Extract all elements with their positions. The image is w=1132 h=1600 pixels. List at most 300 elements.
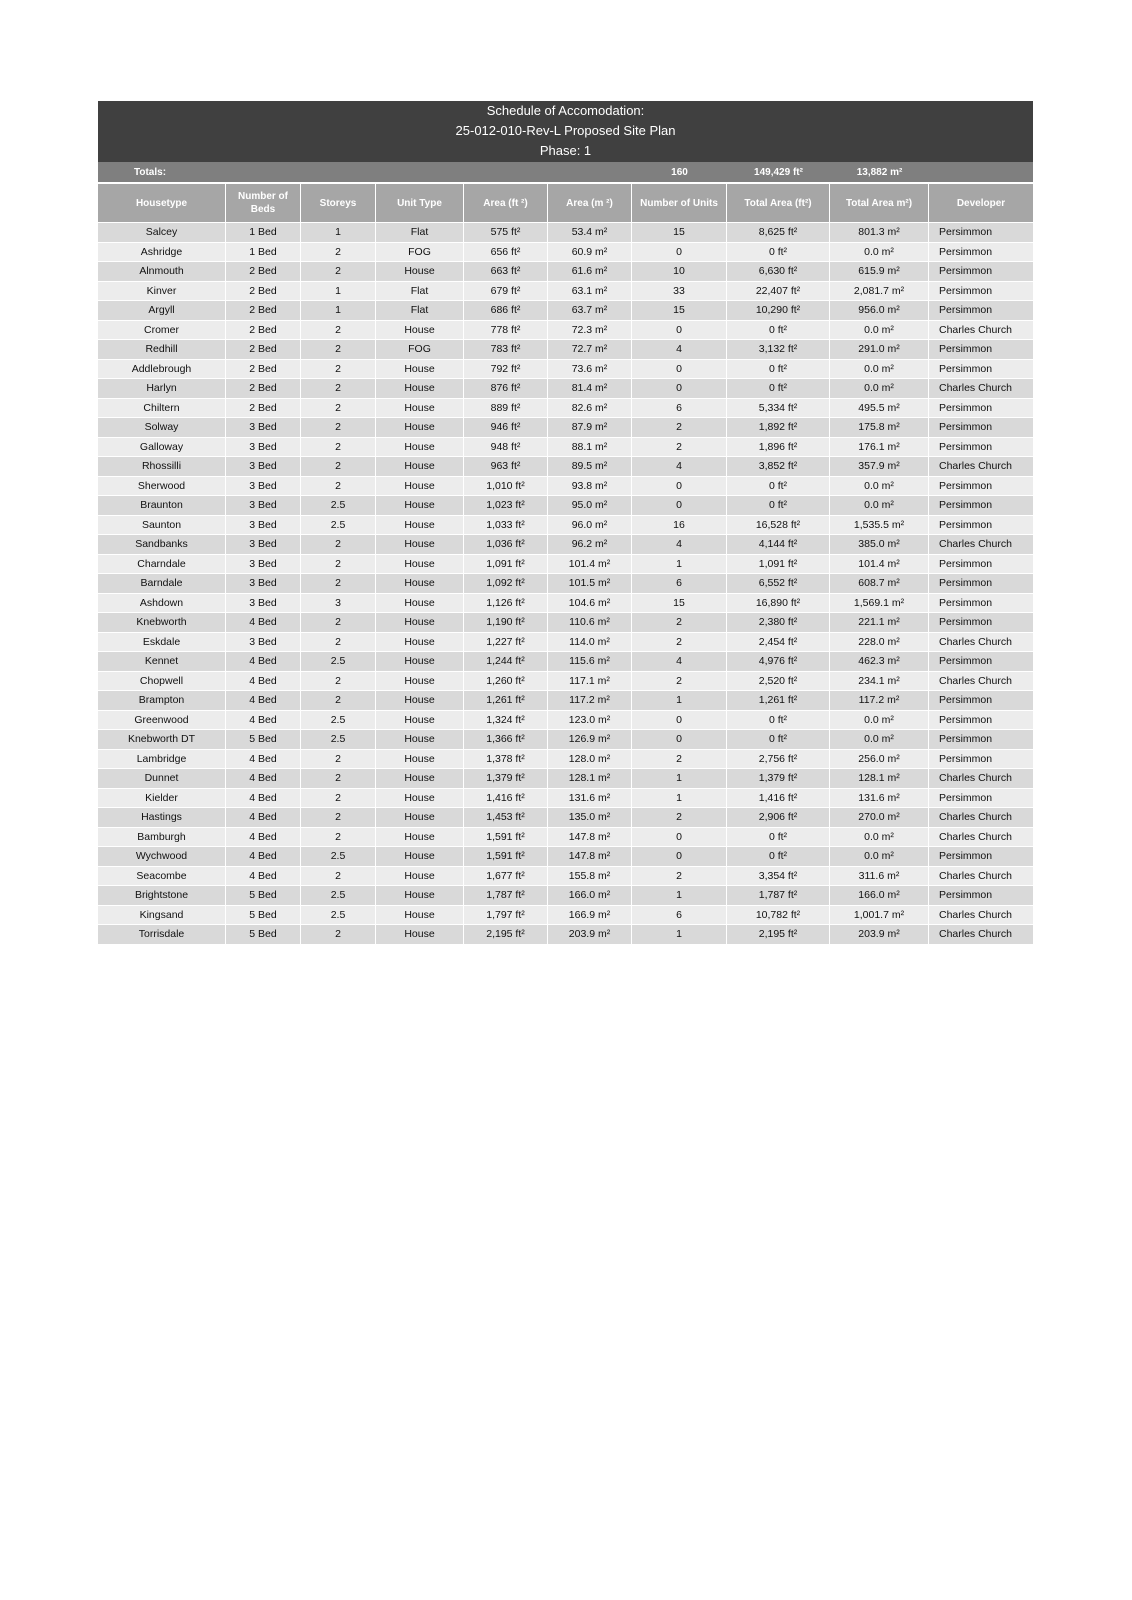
cell-area-ft: 1,324 ft²: [464, 711, 548, 730]
cell-area-m: 72.7 m²: [548, 340, 632, 359]
table-row: [98, 300, 1033, 320]
title-line-1: Schedule of Accomodation:: [486, 103, 645, 118]
cell-beds: 2 Bed: [226, 321, 301, 340]
cell-total-area-ft: 22,407 ft²: [727, 282, 830, 301]
cell-developer: Persimmon: [939, 694, 993, 707]
cell-unit-type: House: [376, 360, 464, 379]
table-row: [98, 339, 1033, 359]
cell-unit-type: House: [376, 477, 464, 496]
cell-area-ft: 663 ft²: [464, 262, 548, 281]
cell-units: 0: [632, 477, 727, 496]
cell-storeys: 2: [301, 828, 376, 847]
cell-storeys: 2.5: [301, 496, 376, 515]
cell-total-area-m: 0.0 m²: [830, 828, 929, 847]
cell-unit-type: House: [376, 574, 464, 593]
cell-housetype: Alnmouth: [98, 262, 226, 281]
cell-area-ft: 1,126 ft²: [464, 594, 548, 613]
cell-developer: Charles Church: [939, 869, 1012, 882]
cell-storeys: 2.5: [301, 906, 376, 925]
table-row: [98, 710, 1033, 730]
cell-area-m: 96.2 m²: [548, 535, 632, 554]
cell-total-area-ft: 6,552 ft²: [727, 574, 830, 593]
cell-units: 2: [632, 438, 727, 457]
cell-units: 16: [632, 516, 727, 535]
col-header-total-area-m: Total Area m²): [830, 184, 929, 222]
cell-area-ft: 946 ft²: [464, 418, 548, 437]
cell-unit-type: House: [376, 652, 464, 671]
cell-housetype: Seacombe: [98, 867, 226, 886]
cell-total-area-ft: 2,454 ft²: [727, 633, 830, 652]
cell-housetype: Ashridge: [98, 243, 226, 262]
cell-area-m: 126.9 m²: [548, 730, 632, 749]
cell-beds: 3 Bed: [226, 438, 301, 457]
cell-housetype: Saunton: [98, 516, 226, 535]
cell-housetype: Torrisdale: [98, 925, 226, 944]
cell-housetype: Knebworth DT: [98, 730, 226, 749]
cell-total-area-ft: 2,520 ft²: [727, 672, 830, 691]
cell-unit-type: House: [376, 828, 464, 847]
cell-unit-type: House: [376, 438, 464, 457]
cell-units: 4: [632, 457, 727, 476]
cell-storeys: 2.5: [301, 886, 376, 905]
totals-area-ft: 149,429 ft²: [754, 166, 803, 178]
cell-developer: Persimmon: [939, 245, 993, 258]
col-header-area-ft: Area (ft ²): [464, 184, 548, 222]
cell-area-m: 110.6 m²: [548, 613, 632, 632]
cell-units: 4: [632, 652, 727, 671]
cell-total-area-ft: 2,380 ft²: [727, 613, 830, 632]
cell-unit-type: House: [376, 613, 464, 632]
cell-units: 1: [632, 691, 727, 710]
cell-total-area-ft: 0 ft²: [727, 243, 830, 262]
cell-storeys: 2: [301, 438, 376, 457]
cell-housetype: Dunnet: [98, 769, 226, 788]
cell-area-m: 82.6 m²: [548, 399, 632, 418]
cell-total-area-m: 203.9 m²: [830, 925, 929, 944]
cell-storeys: 2.5: [301, 711, 376, 730]
table-row: [98, 768, 1033, 788]
cell-units: 1: [632, 555, 727, 574]
cell-storeys: 2: [301, 418, 376, 437]
cell-unit-type: House: [376, 691, 464, 710]
cell-area-ft: 1,091 ft²: [464, 555, 548, 574]
cell-total-area-m: 1,001.7 m²: [830, 906, 929, 925]
col-header-units: Number of Units: [632, 184, 727, 222]
cell-storeys: 2: [301, 925, 376, 944]
cell-units: 0: [632, 360, 727, 379]
cell-units: 2: [632, 808, 727, 827]
cell-unit-type: House: [376, 672, 464, 691]
col-header-beds: Number of Beds: [226, 184, 301, 222]
cell-developer: Charles Church: [939, 460, 1012, 473]
table-row: [98, 222, 1033, 242]
cell-area-ft: 1,366 ft²: [464, 730, 548, 749]
cell-total-area-m: 0.0 m²: [830, 379, 929, 398]
cell-unit-type: House: [376, 418, 464, 437]
cell-storeys: 2.5: [301, 516, 376, 535]
cell-housetype: Eskdale: [98, 633, 226, 652]
cell-total-area-m: 0.0 m²: [830, 243, 929, 262]
cell-total-area-ft: 0 ft²: [727, 847, 830, 866]
cell-total-area-ft: 5,334 ft²: [727, 399, 830, 418]
cell-total-area-m: 101.4 m²: [830, 555, 929, 574]
cell-developer: Charles Church: [939, 811, 1012, 824]
cell-developer: Charles Church: [939, 323, 1012, 336]
cell-units: 1: [632, 925, 727, 944]
cell-units: 0: [632, 828, 727, 847]
cell-units: 15: [632, 223, 727, 242]
cell-area-m: 155.8 m²: [548, 867, 632, 886]
cell-area-m: 128.1 m²: [548, 769, 632, 788]
cell-housetype: Lambridge: [98, 750, 226, 769]
cell-beds: 3 Bed: [226, 555, 301, 574]
cell-storeys: 2: [301, 750, 376, 769]
cell-area-ft: 783 ft²: [464, 340, 548, 359]
cell-area-ft: 778 ft²: [464, 321, 548, 340]
cell-unit-type: House: [376, 906, 464, 925]
cell-developer: Charles Church: [939, 830, 1012, 843]
cell-developer: Persimmon: [939, 304, 993, 317]
cell-beds: 4 Bed: [226, 613, 301, 632]
cell-storeys: 2: [301, 574, 376, 593]
cell-storeys: 2.5: [301, 730, 376, 749]
cell-area-ft: 575 ft²: [464, 223, 548, 242]
cell-total-area-m: 176.1 m²: [830, 438, 929, 457]
cell-area-ft: 1,036 ft²: [464, 535, 548, 554]
cell-units: 2: [632, 867, 727, 886]
cell-total-area-ft: 1,787 ft²: [727, 886, 830, 905]
cell-units: 0: [632, 321, 727, 340]
cell-developer: Persimmon: [939, 557, 993, 570]
cell-total-area-m: 311.6 m²: [830, 867, 929, 886]
cell-total-area-ft: 2,756 ft²: [727, 750, 830, 769]
cell-storeys: 2: [301, 399, 376, 418]
cell-units: 0: [632, 711, 727, 730]
cell-area-ft: 792 ft²: [464, 360, 548, 379]
cell-area-ft: 1,023 ft²: [464, 496, 548, 515]
cell-unit-type: House: [376, 925, 464, 944]
cell-beds: 4 Bed: [226, 691, 301, 710]
cell-area-ft: 2,195 ft²: [464, 925, 548, 944]
cell-housetype: Kielder: [98, 789, 226, 808]
cell-beds: 4 Bed: [226, 750, 301, 769]
cell-beds: 2 Bed: [226, 340, 301, 359]
table-row: [98, 729, 1033, 749]
cell-housetype: Ashdown: [98, 594, 226, 613]
table-title: [98, 101, 1033, 162]
title-line-2: 25-012-010-Rev-L Proposed Site Plan: [455, 123, 676, 138]
col-header-storeys: Storeys: [301, 184, 376, 222]
cell-unit-type: Flat: [376, 301, 464, 320]
cell-housetype: Barndale: [98, 574, 226, 593]
cell-beds: 5 Bed: [226, 925, 301, 944]
cell-area-ft: 1,092 ft²: [464, 574, 548, 593]
cell-area-ft: 963 ft²: [464, 457, 548, 476]
cell-units: 6: [632, 399, 727, 418]
cell-developer: Persimmon: [939, 577, 993, 590]
cell-developer: Persimmon: [939, 401, 993, 414]
cell-developer: Persimmon: [939, 850, 993, 863]
cell-area-ft: 1,190 ft²: [464, 613, 548, 632]
cell-total-area-ft: 1,892 ft²: [727, 418, 830, 437]
cell-total-area-ft: 0 ft²: [727, 828, 830, 847]
cell-developer: Persimmon: [939, 284, 993, 297]
cell-area-ft: 1,797 ft²: [464, 906, 548, 925]
cell-developer: Persimmon: [939, 518, 993, 531]
cell-housetype: Sherwood: [98, 477, 226, 496]
cell-housetype: Knebworth: [98, 613, 226, 632]
cell-unit-type: FOG: [376, 243, 464, 262]
table-row: [98, 281, 1033, 301]
table-row: [98, 456, 1033, 476]
cell-units: 0: [632, 730, 727, 749]
cell-beds: 5 Bed: [226, 730, 301, 749]
cell-units: 1: [632, 789, 727, 808]
cell-area-m: 135.0 m²: [548, 808, 632, 827]
cell-beds: 4 Bed: [226, 652, 301, 671]
cell-storeys: 2: [301, 691, 376, 710]
header-row: [98, 184, 1033, 222]
cell-beds: 1 Bed: [226, 243, 301, 262]
cell-housetype: Kinver: [98, 282, 226, 301]
cell-area-m: 131.6 m²: [548, 789, 632, 808]
table-row: [98, 476, 1033, 496]
table-row: [98, 554, 1033, 574]
cell-beds: 4 Bed: [226, 808, 301, 827]
table-row: [98, 261, 1033, 281]
cell-beds: 3 Bed: [226, 457, 301, 476]
table-row: [98, 417, 1033, 437]
cell-storeys: 2: [301, 535, 376, 554]
cell-unit-type: House: [376, 516, 464, 535]
cell-units: 2: [632, 750, 727, 769]
cell-developer: Persimmon: [939, 479, 993, 492]
cell-area-m: 147.8 m²: [548, 828, 632, 847]
cell-area-m: 60.9 m²: [548, 243, 632, 262]
cell-total-area-ft: 0 ft²: [727, 730, 830, 749]
cell-total-area-ft: 1,379 ft²: [727, 769, 830, 788]
cell-unit-type: House: [376, 789, 464, 808]
cell-unit-type: House: [376, 750, 464, 769]
table-row: [98, 885, 1033, 905]
cell-housetype: Redhill: [98, 340, 226, 359]
cell-storeys: 2.5: [301, 652, 376, 671]
cell-developer: Charles Church: [939, 635, 1012, 648]
table-row: [98, 827, 1033, 847]
cell-beds: 3 Bed: [226, 496, 301, 515]
cell-area-m: 203.9 m²: [548, 925, 632, 944]
table-row: [98, 866, 1033, 886]
cell-beds: 2 Bed: [226, 301, 301, 320]
cell-area-m: 88.1 m²: [548, 438, 632, 457]
cell-unit-type: House: [376, 496, 464, 515]
cell-developer: Persimmon: [939, 440, 993, 453]
cell-housetype: Chiltern: [98, 399, 226, 418]
cell-area-m: 72.3 m²: [548, 321, 632, 340]
cell-area-m: 96.0 m²: [548, 516, 632, 535]
cell-unit-type: House: [376, 457, 464, 476]
table-row: [98, 905, 1033, 925]
cell-developer: Persimmon: [939, 713, 993, 726]
cell-developer: Charles Church: [939, 382, 1012, 395]
cell-beds: 2 Bed: [226, 360, 301, 379]
cell-area-m: 53.4 m²: [548, 223, 632, 242]
table-body: [98, 222, 1033, 944]
table-row: [98, 573, 1033, 593]
cell-units: 2: [632, 633, 727, 652]
cell-developer: Persimmon: [939, 596, 993, 609]
cell-housetype: Sandbanks: [98, 535, 226, 554]
cell-storeys: 1: [301, 301, 376, 320]
totals-units: 160: [671, 166, 688, 178]
cell-total-area-m: 117.2 m²: [830, 691, 929, 710]
cell-storeys: 2: [301, 769, 376, 788]
cell-units: 0: [632, 243, 727, 262]
cell-beds: 2 Bed: [226, 379, 301, 398]
cell-area-m: 89.5 m²: [548, 457, 632, 476]
cell-unit-type: House: [376, 262, 464, 281]
cell-beds: 3 Bed: [226, 535, 301, 554]
cell-area-ft: 1,378 ft²: [464, 750, 548, 769]
cell-unit-type: House: [376, 867, 464, 886]
cell-total-area-m: 1,569.1 m²: [830, 594, 929, 613]
cell-area-ft: 948 ft²: [464, 438, 548, 457]
cell-total-area-ft: 1,091 ft²: [727, 555, 830, 574]
table-row: [98, 320, 1033, 340]
cell-area-m: 117.2 m²: [548, 691, 632, 710]
table-row: [98, 495, 1033, 515]
table-row: [98, 846, 1033, 866]
cell-unit-type: Flat: [376, 223, 464, 242]
cell-area-m: 114.0 m²: [548, 633, 632, 652]
cell-developer: Persimmon: [939, 499, 993, 512]
cell-unit-type: House: [376, 711, 464, 730]
cell-storeys: 2: [301, 633, 376, 652]
cell-unit-type: House: [376, 555, 464, 574]
col-header-area-m: Area (m ²): [548, 184, 632, 222]
cell-total-area-ft: 2,906 ft²: [727, 808, 830, 827]
cell-area-m: 166.9 m²: [548, 906, 632, 925]
cell-housetype: Kennet: [98, 652, 226, 671]
cell-units: 4: [632, 340, 727, 359]
cell-unit-type: House: [376, 847, 464, 866]
cell-area-m: 101.5 m²: [548, 574, 632, 593]
cell-storeys: 2: [301, 477, 376, 496]
cell-storeys: 2.5: [301, 847, 376, 866]
cell-total-area-m: 462.3 m²: [830, 652, 929, 671]
cell-storeys: 1: [301, 223, 376, 242]
cell-total-area-m: 608.7 m²: [830, 574, 929, 593]
cell-units: 4: [632, 535, 727, 554]
cell-total-area-m: 495.5 m²: [830, 399, 929, 418]
cell-housetype: Cromer: [98, 321, 226, 340]
cell-beds: 4 Bed: [226, 828, 301, 847]
cell-storeys: 2: [301, 789, 376, 808]
cell-total-area-m: 291.0 m²: [830, 340, 929, 359]
cell-total-area-ft: 4,144 ft²: [727, 535, 830, 554]
table-row: [98, 632, 1033, 652]
cell-developer: Persimmon: [939, 791, 993, 804]
cell-beds: 5 Bed: [226, 886, 301, 905]
cell-unit-type: FOG: [376, 340, 464, 359]
cell-area-ft: 1,453 ft²: [464, 808, 548, 827]
cell-units: 10: [632, 262, 727, 281]
cell-housetype: Chopwell: [98, 672, 226, 691]
cell-area-ft: 1,261 ft²: [464, 691, 548, 710]
cell-beds: 5 Bed: [226, 906, 301, 925]
cell-units: 2: [632, 418, 727, 437]
cell-developer: Persimmon: [939, 226, 993, 239]
cell-beds: 3 Bed: [226, 633, 301, 652]
cell-beds: 4 Bed: [226, 769, 301, 788]
cell-units: 2: [632, 672, 727, 691]
cell-units: 15: [632, 301, 727, 320]
cell-housetype: Solway: [98, 418, 226, 437]
cell-beds: 3 Bed: [226, 574, 301, 593]
cell-units: 2: [632, 613, 727, 632]
cell-housetype: Argyll: [98, 301, 226, 320]
schedule-table: [98, 101, 1033, 944]
cell-unit-type: House: [376, 379, 464, 398]
cell-total-area-ft: 3,132 ft²: [727, 340, 830, 359]
table-row: [98, 651, 1033, 671]
cell-area-m: 73.6 m²: [548, 360, 632, 379]
cell-unit-type: Flat: [376, 282, 464, 301]
cell-unit-type: House: [376, 321, 464, 340]
cell-housetype: Brightstone: [98, 886, 226, 905]
cell-storeys: 2: [301, 672, 376, 691]
cell-total-area-m: 256.0 m²: [830, 750, 929, 769]
cell-beds: 3 Bed: [226, 516, 301, 535]
cell-units: 1: [632, 769, 727, 788]
table-row: [98, 398, 1033, 418]
cell-developer: Persimmon: [939, 343, 993, 356]
cell-area-ft: 1,260 ft²: [464, 672, 548, 691]
cell-area-m: 123.0 m²: [548, 711, 632, 730]
cell-area-ft: 889 ft²: [464, 399, 548, 418]
table-row: [98, 671, 1033, 691]
cell-storeys: 2: [301, 555, 376, 574]
cell-units: 6: [632, 906, 727, 925]
cell-area-m: 115.6 m²: [548, 652, 632, 671]
cell-total-area-ft: 0 ft²: [727, 321, 830, 340]
cell-total-area-m: 234.1 m²: [830, 672, 929, 691]
cell-unit-type: House: [376, 535, 464, 554]
cell-total-area-m: 0.0 m²: [830, 711, 929, 730]
cell-area-ft: 1,227 ft²: [464, 633, 548, 652]
cell-area-ft: 1,416 ft²: [464, 789, 548, 808]
col-header-unit-type: Unit Type: [376, 184, 464, 222]
cell-storeys: 2: [301, 457, 376, 476]
table-row: [98, 359, 1033, 379]
cell-area-m: 166.0 m²: [548, 886, 632, 905]
cell-total-area-m: 0.0 m²: [830, 847, 929, 866]
cell-total-area-ft: 1,896 ft²: [727, 438, 830, 457]
cell-unit-type: House: [376, 594, 464, 613]
cell-area-ft: 1,379 ft²: [464, 769, 548, 788]
cell-area-ft: 1,591 ft²: [464, 828, 548, 847]
cell-housetype: Rhossilli: [98, 457, 226, 476]
cell-unit-type: House: [376, 886, 464, 905]
cell-units: 6: [632, 574, 727, 593]
cell-total-area-ft: 1,416 ft²: [727, 789, 830, 808]
cell-developer: Persimmon: [939, 733, 993, 746]
cell-total-area-ft: 8,625 ft²: [727, 223, 830, 242]
cell-area-m: 117.1 m²: [548, 672, 632, 691]
col-header-developer: Developer: [956, 197, 1006, 209]
cell-total-area-m: 131.6 m²: [830, 789, 929, 808]
table-row: [98, 437, 1033, 457]
